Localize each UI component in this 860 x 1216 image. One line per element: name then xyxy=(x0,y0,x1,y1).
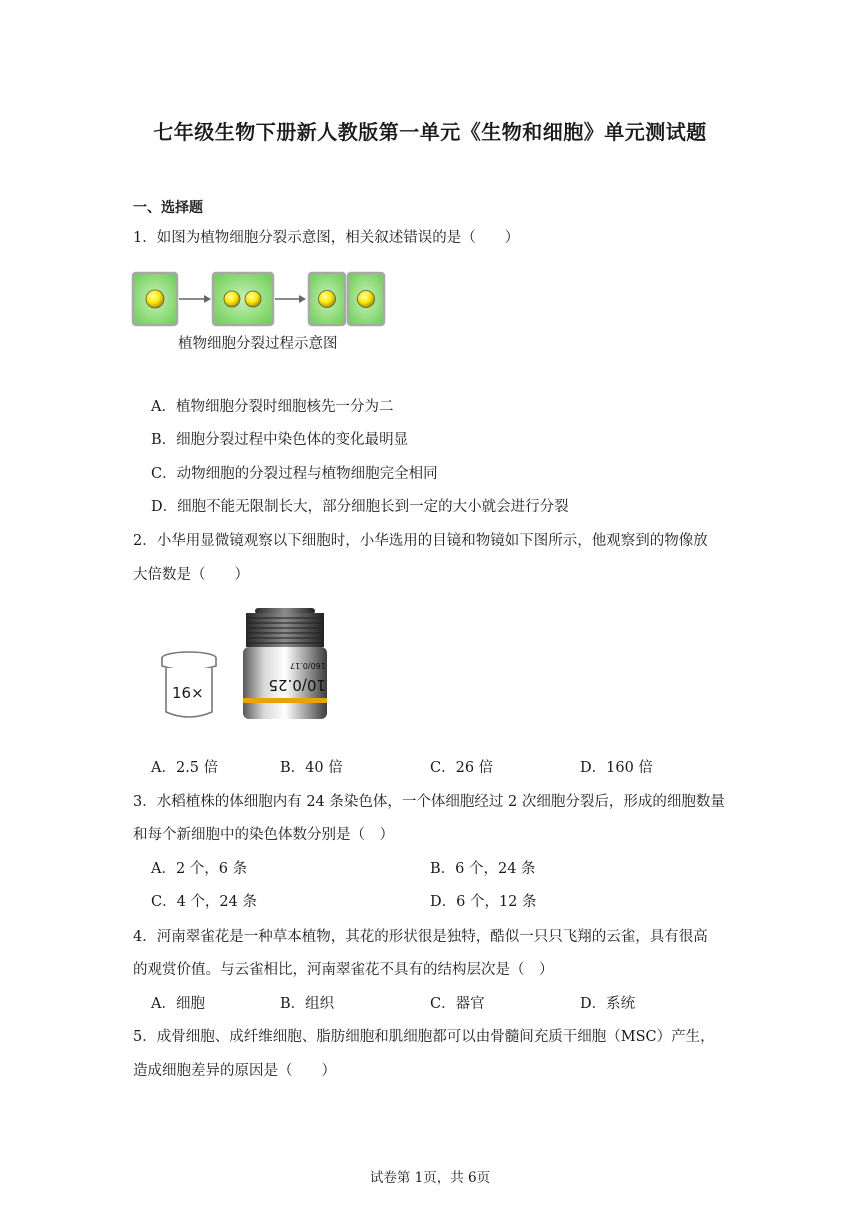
nucleus xyxy=(245,291,261,307)
nucleus xyxy=(358,291,375,308)
eyepiece-magnification-label: 16× xyxy=(172,684,204,702)
q1-option-c: C．动物细胞的分裂过程与植物细胞完全相同 xyxy=(151,466,438,482)
question-3-stem-line2: 和每个新细胞中的染色体数分别是（ ） xyxy=(133,827,394,843)
arrow-2-head xyxy=(299,295,306,303)
question-5-stem-line1: 5．成骨细胞、成纤维细胞、脂肪细胞和肌细胞都可以由骨髓间充质干细胞（MSC）产生， xyxy=(133,1029,715,1045)
page-footer: 试卷第 1页，共 6页 xyxy=(369,1170,491,1186)
q3-option-a: A．2 个，6 条 xyxy=(151,861,248,877)
section-heading: 一、选择题 xyxy=(133,200,203,216)
q1-option-d: D．细胞不能无限制长大，部分细胞长到一定的大小就会进行分裂 xyxy=(151,499,569,515)
q3-option-c: C．4 个，24 条 xyxy=(151,894,257,910)
q4-option-d: D．系统 xyxy=(580,996,636,1012)
question-2-stem-line1: 2．小华用显微镜观察以下细胞时，小华选用的目镜和物镜如下图所示，他观察到的物像放 xyxy=(133,533,708,549)
q2-option-d: D．160 倍 xyxy=(580,760,653,776)
q1-option-a: A．植物细胞分裂时细胞核先一分为二 xyxy=(151,399,394,415)
q4-option-a: A．细胞 xyxy=(151,996,205,1012)
q4-option-b: B．组织 xyxy=(280,996,335,1012)
q2-option-b: B．40 倍 xyxy=(280,760,343,776)
figure-caption: 植物细胞分裂过程示意图 xyxy=(178,336,338,352)
question-4-stem-line2: 的观赏价值。与云雀相比，河南翠雀花不具有的结构层次是（ ） xyxy=(133,962,554,978)
nucleus xyxy=(146,290,164,308)
question-1-stem: 1．如图为植物细胞分裂示意图，相关叙述错误的是（ ） xyxy=(133,230,520,246)
q2-option-a: A．2.5 倍 xyxy=(151,760,219,776)
question-5-stem-line2: 造成细胞差异的原因是（ ） xyxy=(133,1063,336,1079)
q4-option-c: C．器官 xyxy=(430,996,485,1012)
q2-option-c: C．26 倍 xyxy=(430,760,494,776)
objective-sub-label: 160/0.17 xyxy=(290,661,326,670)
question-2-stem-line2: 大倍数是（ ） xyxy=(133,567,249,583)
page-title: 七年级生物下册新人教版第一单元《生物和细胞》单元测试题 xyxy=(153,120,707,144)
question-4-stem-line1: 4．河南翠雀花是一种草本植物，其花的形状很是独特，酷似一只只飞翔的云雀，具有很高 xyxy=(133,929,708,945)
objective-magnification-label: 10/0.25 xyxy=(268,676,326,694)
q3-option-d: D．6 个，12 条 xyxy=(430,894,537,910)
q3-option-b: B．6 个，24 条 xyxy=(430,861,536,877)
arrow-1-head xyxy=(204,295,211,303)
cell-dividing xyxy=(213,273,273,325)
nucleus xyxy=(319,291,336,308)
question-3-stem-line1: 3．水稻植株的体细胞内有 24 条染色体，一个体细胞经过 2 次细胞分裂后，形成的细胞数量 xyxy=(133,794,725,810)
nucleus xyxy=(224,291,240,307)
q1-option-b: B．细胞分裂过程中染色体的变化最明显 xyxy=(151,432,409,448)
